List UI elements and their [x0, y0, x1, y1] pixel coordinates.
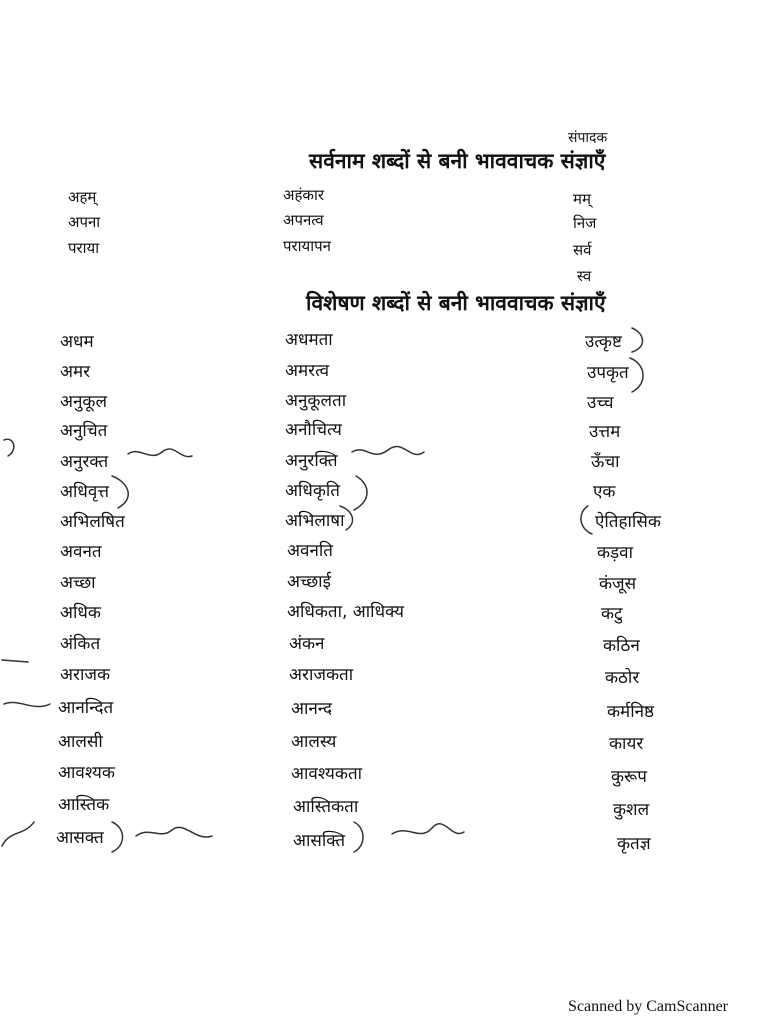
- s2-col3-word: कटु: [601, 604, 623, 624]
- s2-col3-word: कंजूस: [599, 574, 637, 594]
- s2-col3-word: कृतज्ञ: [617, 834, 651, 854]
- s2-col3-word: उत्कृष्ट: [585, 332, 622, 352]
- s2-col1-word: आनन्दित: [58, 698, 114, 718]
- section-heading-adjective: विशेषण शब्दों से बनी भाववाचक संज्ञाएँ: [306, 291, 606, 315]
- s2-col1-word: अभिलषित: [60, 512, 125, 532]
- s2-col1-word: आसक्त: [56, 828, 104, 848]
- s2-col3-word: उत्तम: [589, 422, 621, 442]
- s2-col1-word: अमर: [60, 362, 91, 382]
- s2-col3-word: उपकृत: [587, 363, 629, 383]
- s2-col3-word: कठिन: [603, 636, 640, 656]
- s2-col3-word: कड़वा: [597, 543, 634, 563]
- s2-col1-word: अधम: [60, 332, 94, 352]
- s2-col3-word: एक: [593, 482, 616, 502]
- s2-col2-word: आलस्य: [291, 732, 337, 752]
- s2-col2-word: अमरत्व: [285, 361, 330, 381]
- s1-col3-word: सर्व: [573, 241, 592, 259]
- s1-col3-word: मम्: [573, 190, 591, 208]
- s2-col1-word: अच्छा: [60, 573, 96, 593]
- s1-col3-word: स्व: [577, 267, 592, 285]
- s2-col1-word: अधिक: [60, 603, 101, 623]
- s2-col3-word: कुशल: [613, 800, 650, 820]
- s2-col3-word: ऐतिहासिक: [595, 512, 661, 532]
- s1-col2-word: अहंकार: [283, 186, 324, 204]
- s1-col2-word: अपनत्व: [283, 211, 324, 229]
- s2-col2-word: आवश्यकता: [291, 764, 363, 784]
- s2-col1-word: आवश्यक: [58, 763, 115, 783]
- s2-col1-word: अनुरक्त: [60, 452, 109, 472]
- s2-col2-word: अभिलाषा: [285, 511, 345, 531]
- s1-col1-word: अहम्: [68, 188, 97, 206]
- s1-col3-word: निज: [573, 214, 597, 232]
- s2-col3-word: ऊँचा: [591, 452, 620, 472]
- s2-col2-word: अंकन: [289, 634, 325, 654]
- s2-col1-word: आस्तिक: [58, 795, 110, 815]
- s2-col2-word: आनन्द: [291, 699, 333, 719]
- s2-col3-word: कर्मनिष्ठ: [607, 702, 655, 722]
- s2-col1-word: अनुचित: [60, 421, 108, 441]
- s2-col3-word: कठोर: [605, 668, 640, 688]
- section-heading-pronoun: सर्वनाम शब्दों से बनी भाववाचक संज्ञाएँ: [309, 149, 606, 173]
- s2-col2-word: अराजकता: [289, 665, 354, 685]
- s1-col2-word: परायापन: [283, 237, 331, 255]
- s1-col1-word: अपना: [68, 213, 101, 231]
- s2-col2-word: अनौचित्य: [285, 420, 342, 440]
- s2-col2-word: आसक्ति: [293, 831, 346, 851]
- s2-col1-word: आलसी: [58, 732, 103, 752]
- scanner-watermark: Scanned by CamScanner: [568, 998, 728, 1015]
- s2-col3-word: कुरूप: [611, 767, 647, 787]
- s2-col2-word: अवनति: [287, 541, 333, 561]
- s2-col1-word: अराजक: [60, 665, 111, 685]
- s2-col2-word: अनुकूलता: [285, 391, 347, 411]
- s2-col2-word: अधिकृति: [285, 481, 340, 501]
- s2-col1-word: अवनत: [60, 542, 102, 562]
- s2-col3-word: कायर: [609, 734, 644, 754]
- s2-col2-word: आस्तिकता: [293, 797, 359, 817]
- s2-col1-word: अधिवृत्त: [60, 482, 110, 502]
- s2-col1-word: अंकित: [60, 634, 101, 654]
- s2-col2-word: अच्छाई: [287, 572, 331, 592]
- editor-label: संपादक: [568, 130, 608, 146]
- s2-col2-word: अधिकता, आधिक्य: [287, 602, 404, 622]
- s2-col2-word: अधमता: [285, 330, 333, 350]
- s1-col1-word: पराया: [68, 239, 100, 257]
- s2-col2-word: अनुरक्ति: [285, 451, 338, 471]
- s2-col1-word: अनुकूल: [60, 392, 108, 412]
- s2-col3-word: उच्च: [587, 393, 614, 413]
